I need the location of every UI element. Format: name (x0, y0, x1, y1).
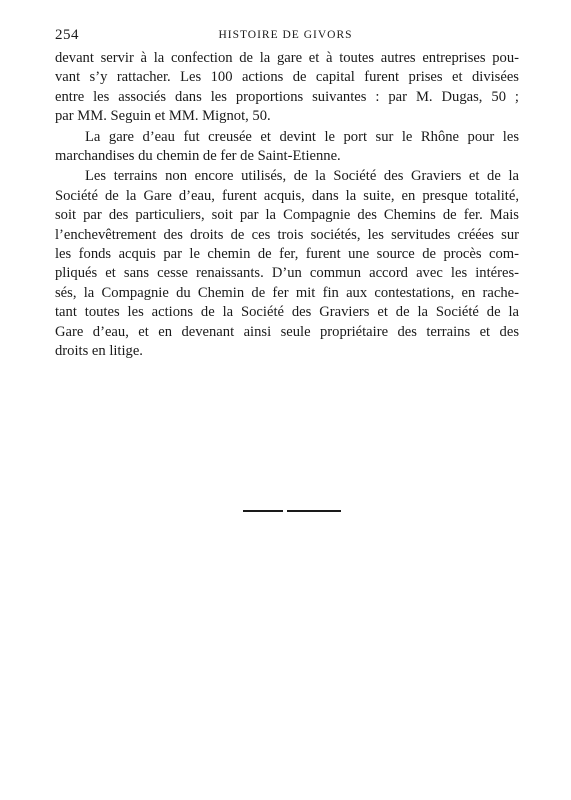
body-text (55, 49, 519, 362)
text-line: droits en litige. (55, 343, 143, 360)
section-end-rule (243, 510, 341, 512)
text-line: par MM. Seguin et MM. Mignot, 50. (55, 108, 271, 125)
rule-segment (243, 510, 283, 512)
text-line: entre les associés dans les proportions suivantes : par M. Dugas, 50 ; (55, 88, 519, 105)
paragraph-2 (55, 128, 519, 167)
paragraph-3 (55, 167, 519, 361)
text-line: vant s’y rattacher. Les 100 actions de capital furent prises et divisées (55, 69, 519, 86)
text-line: marchandises du chemin de fer de Saint-Etienne. (55, 148, 341, 165)
text-line: Société de la Gare d’eau, furent acquis, dans la suite, en presque totalité, (55, 187, 519, 204)
text-line: pliqués et sans cesse renaissants. D’un commun accord avec les intéres- (55, 265, 519, 282)
running-header (55, 27, 516, 47)
text-line: devant servir à la confection de la gare et à toutes autres entreprises pou- (55, 50, 519, 66)
text-line: les fonds acquis par le chemin de fer, furent une source de procès com- (55, 246, 519, 263)
paragraph-1 (55, 49, 519, 127)
text-line: Gare d’eau, et en devenant ainsi seule propriétaire des terrains et des (55, 323, 519, 340)
text-line: sés, la Compagnie du Chemin de fer mit fin aux contestations, en rache- (55, 284, 519, 301)
page-number: 254 (55, 27, 79, 43)
text-line: La gare d’eau fut creusée et devint le port sur le Rhône pour les (85, 128, 519, 145)
rule-segment (287, 510, 341, 512)
text-line: tant toutes les actions de la Société des Graviers et de la Société de la (55, 304, 519, 321)
text-line: soit par des particuliers, soit par la Compagnie des Chemins de fer. Mais (55, 207, 519, 224)
text-line: l’enchevêtrement des droits de ces trois sociétés, les servitudes créées sur (55, 226, 519, 243)
running-title: HISTOIRE DE GIVORS (218, 29, 353, 41)
text-line: Les terrains non encore utilisés, de la Société des Graviers et de la (85, 168, 519, 185)
